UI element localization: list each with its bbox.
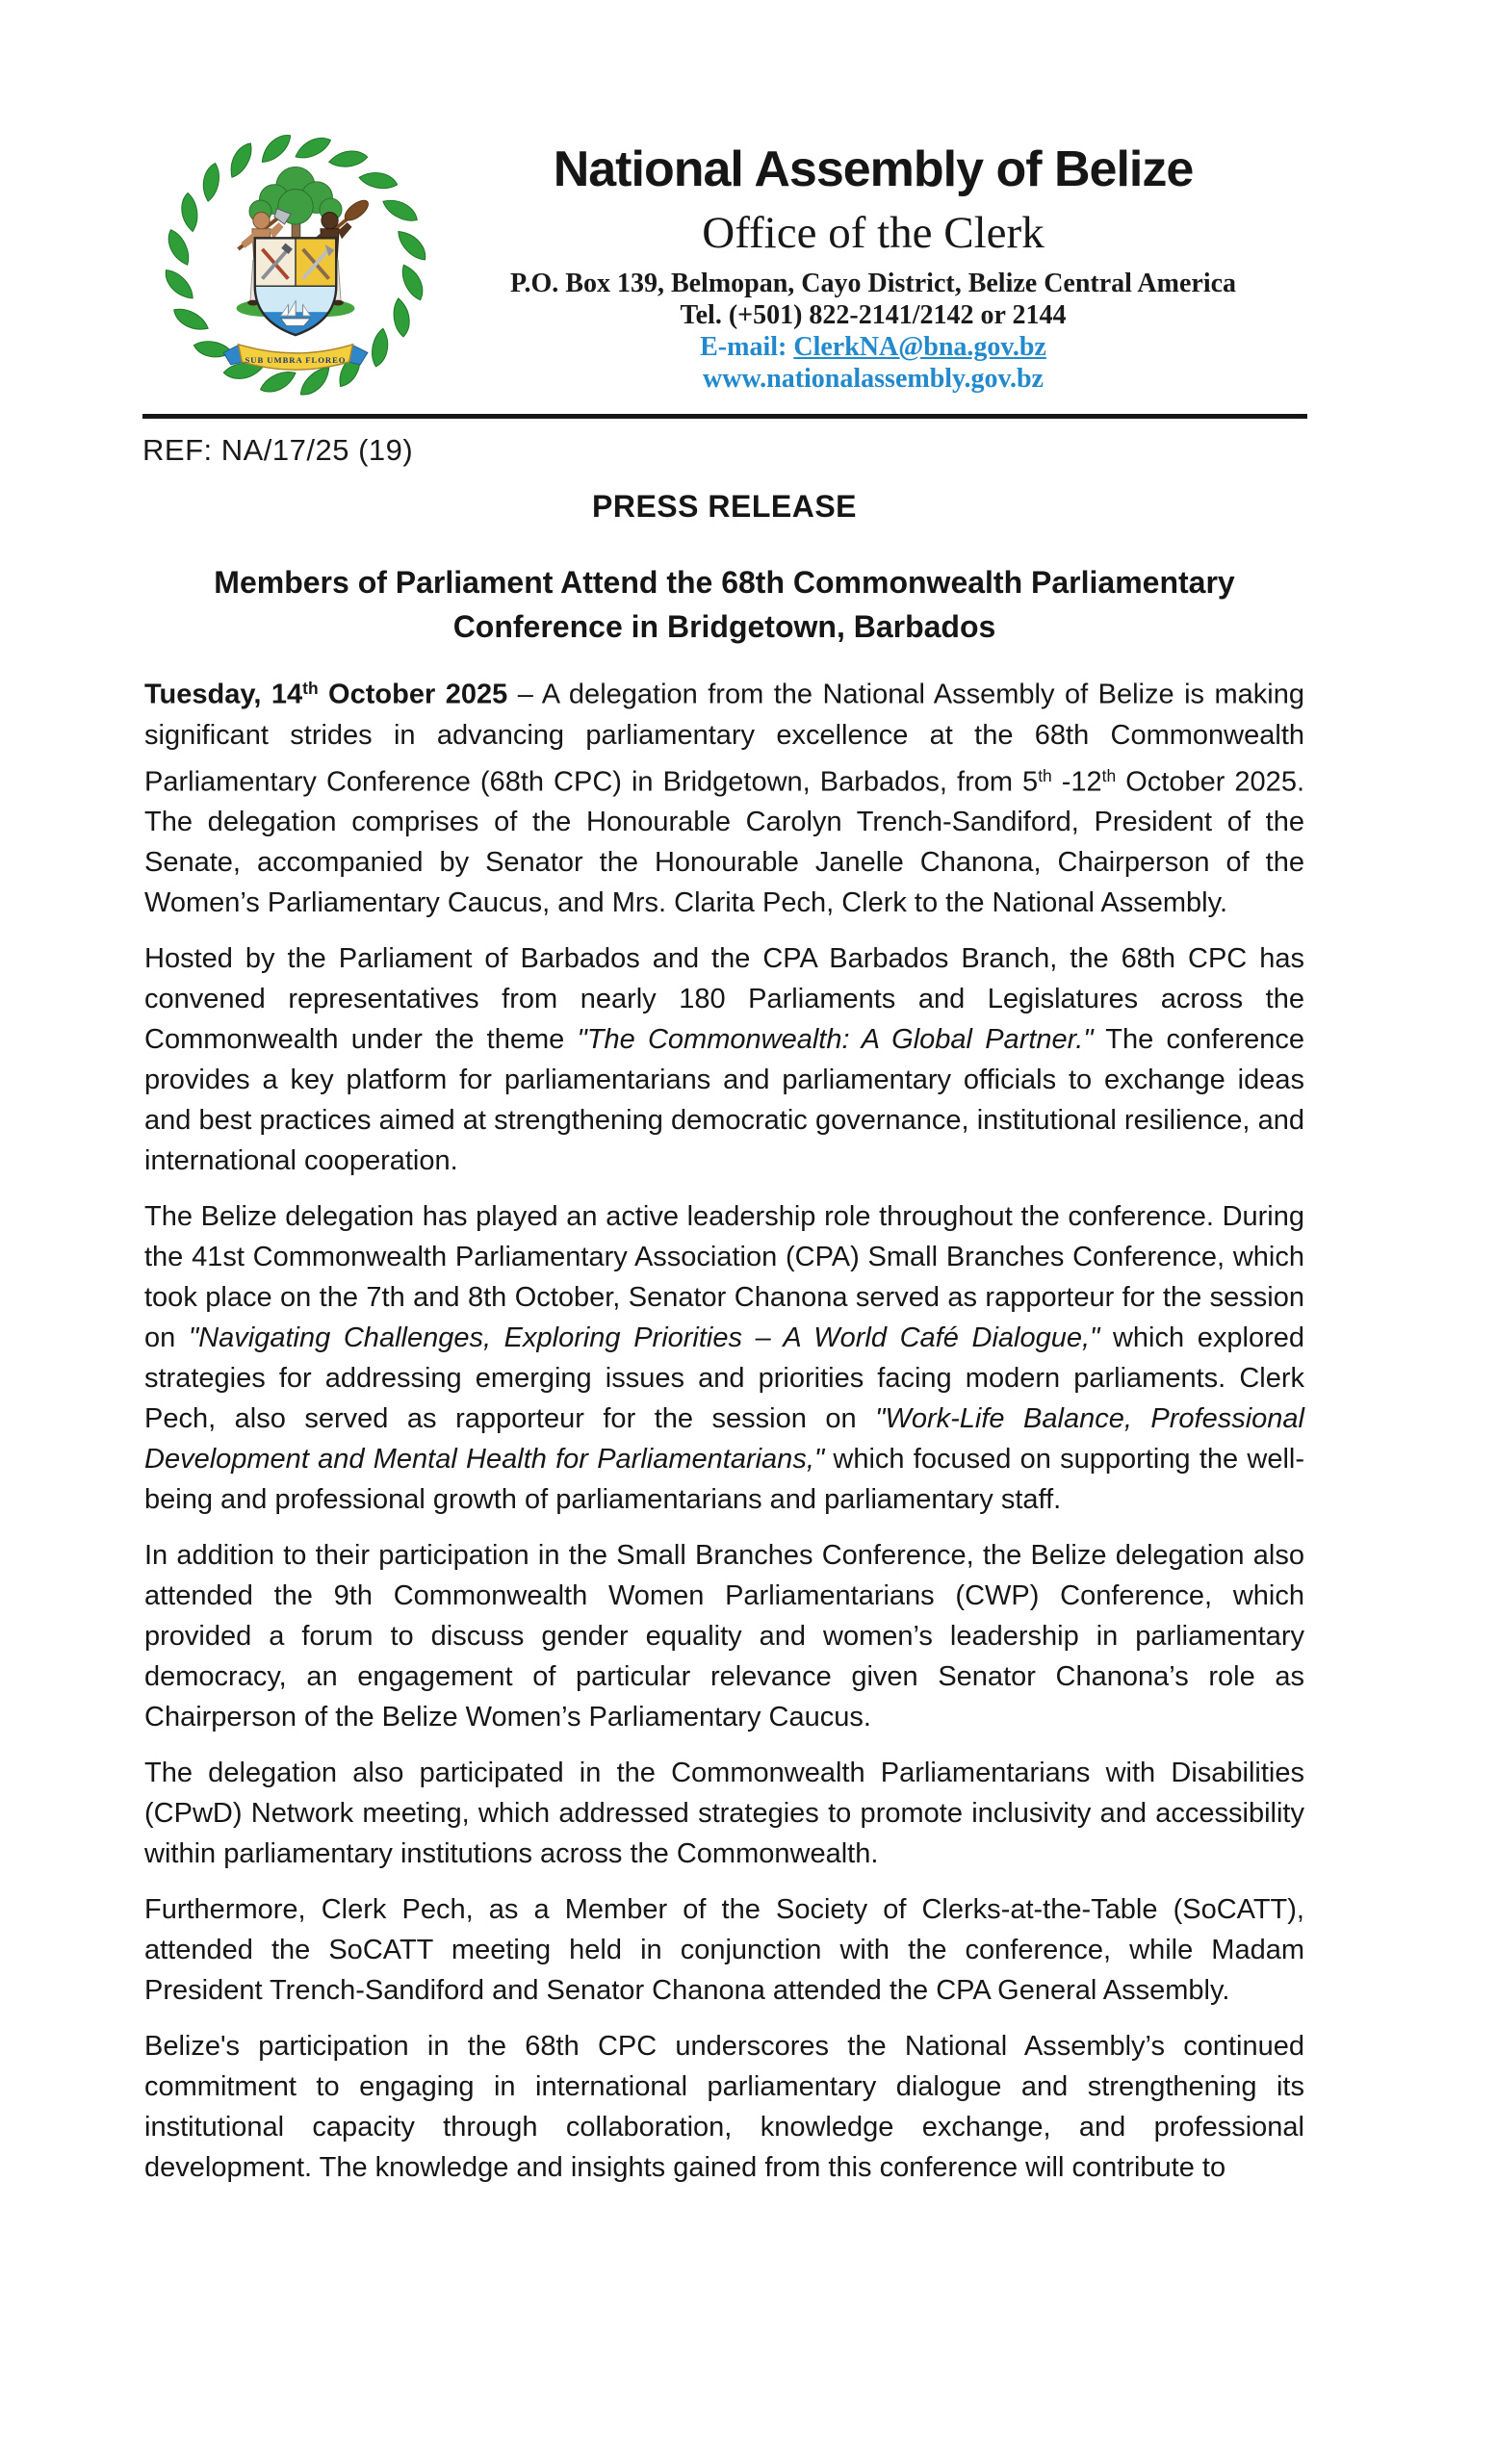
press-release-heading: PRESS RELEASE	[591, 489, 857, 524]
header-divider-rule	[142, 414, 1307, 419]
paragraph-1: Tuesday, 14th October 2025 – A delegation from the National Assembly of Belize is making significant strides in advancing parliamentary excellence at the 68th Commonwealth Parliamentary Conference (68th CPC) in Bridgetown, Barbados, from 5th -12th October 2025. The delegation comprises of the Honourable Carolyn Trench-Sandiford, President of the Senate, accompanied by Senator the Honourable Janelle Chanona, Chairperson of the Women’s Parliamentary Caucus, and Mrs. Clarita Pech, Clerk to the National Assembly.	[144, 679, 1313, 919]
letterhead	[416, 142, 1330, 395]
motto-text: SUB UMBRA FLOREO	[245, 354, 347, 365]
reference-number: REF: NA/17/25 (19)	[142, 433, 414, 467]
headline-line-2: Conference in Bridgetown, Barbados	[452, 609, 996, 644]
paragraph-2: Hosted by the Parliament of Barbados and the CPA Barbados Branch, the 68th CPC has convened representatives from nearly 180 Parliaments and Legislatures across the Commonwealth under the theme "The Commonwealth: A Global Partner." The conference provides a key platform for parliamentarians and parliamentary officials to exchange ideas and best practices aimed at strengthening democratic governance, institutional resilience, and international cooperation.	[144, 943, 1313, 1177]
telephone: Tel. (+501) 822-2141/2142 or 2144	[680, 300, 1067, 330]
email-link[interactable]: ClerkNA@bna.gov.bz	[793, 332, 1046, 362]
org-name: National Assembly of Belize	[553, 141, 1194, 197]
headline	[144, 560, 1304, 649]
headline-line-1: Members of Parliament Attend the 68th Commonwealth Parliamentary	[214, 565, 1235, 600]
paragraph-7: Belize's participation in the 68th CPC underscores the National Assembly’s continued commitment to engaging in international parliamentary dialogue and strengthening its institutional capacity through collaboration, knowledge exchange, and professional development. The knowledge and insights gained from this conference will contribute to	[144, 2031, 1313, 2184]
website-link[interactable]: www.nationalassembly.gov.bz	[703, 364, 1044, 394]
belize-coat-of-arms-logo	[157, 131, 434, 408]
office-name: Office of the Clerk	[702, 208, 1045, 258]
paragraph-6: Furthermore, Clerk Pech, as a Member of the Society of Clerks-at-the-Table (SoCATT), attended the SoCATT meeting held in conjunction with the conference, while Madam President Trench-Sandiford and Senator Chanona attended the CPA General Assembly.	[144, 1894, 1313, 2007]
postal-address: P.O. Box 139, Belmopan, Cayo District, Belize Central America	[509, 269, 1237, 298]
press-release-body	[144, 485, 1313, 2203]
paragraph-4: In addition to their participation in the Small Branches Conference, the Belize delegation also attended the 9th Commonwealth Women Parliamentarians (CWP) Conference, which provided a forum to discuss gender equality and women’s leadership in parliamentary democracy, an engagement of particular relevance given Senator Chanona’s role as Chairperson of the Belize Women’s Parliamentary Caucus.	[144, 1540, 1313, 1733]
email-label: E-mail:	[700, 332, 794, 362]
website-line	[416, 363, 1330, 395]
paragraph-3: The Belize delegation has played an active leadership role throughout the conference. During the 41st Commonwealth Parliamentary Association (CPA) Small Branches Conference, which took place on the 7th and 8th October, Senator Chanona served as rapporteur for the session on "Navigating Challenges, Exploring Priorities – A World Café Dialogue," which explored strategies for addressing emerging issues and priorities facing modern parliaments. Clerk Pech, also served as rapporteur for the session on "Work-Life Balance, Professional Development and Mental Health for Parliamentarians," which focused on supporting the well-being and professional growth of parliamentarians and parliamentary staff.	[144, 1201, 1313, 1516]
shield	[255, 238, 336, 338]
paragraph-5: The delegation also participated in the Commonwealth Parliamentarians with Disabilities (CPwD) Network meeting, which addressed strategies to promote inclusivity and accessibility within parliamentary institutions across the Commonwealth.	[144, 1758, 1313, 1870]
email-line	[416, 331, 1330, 363]
